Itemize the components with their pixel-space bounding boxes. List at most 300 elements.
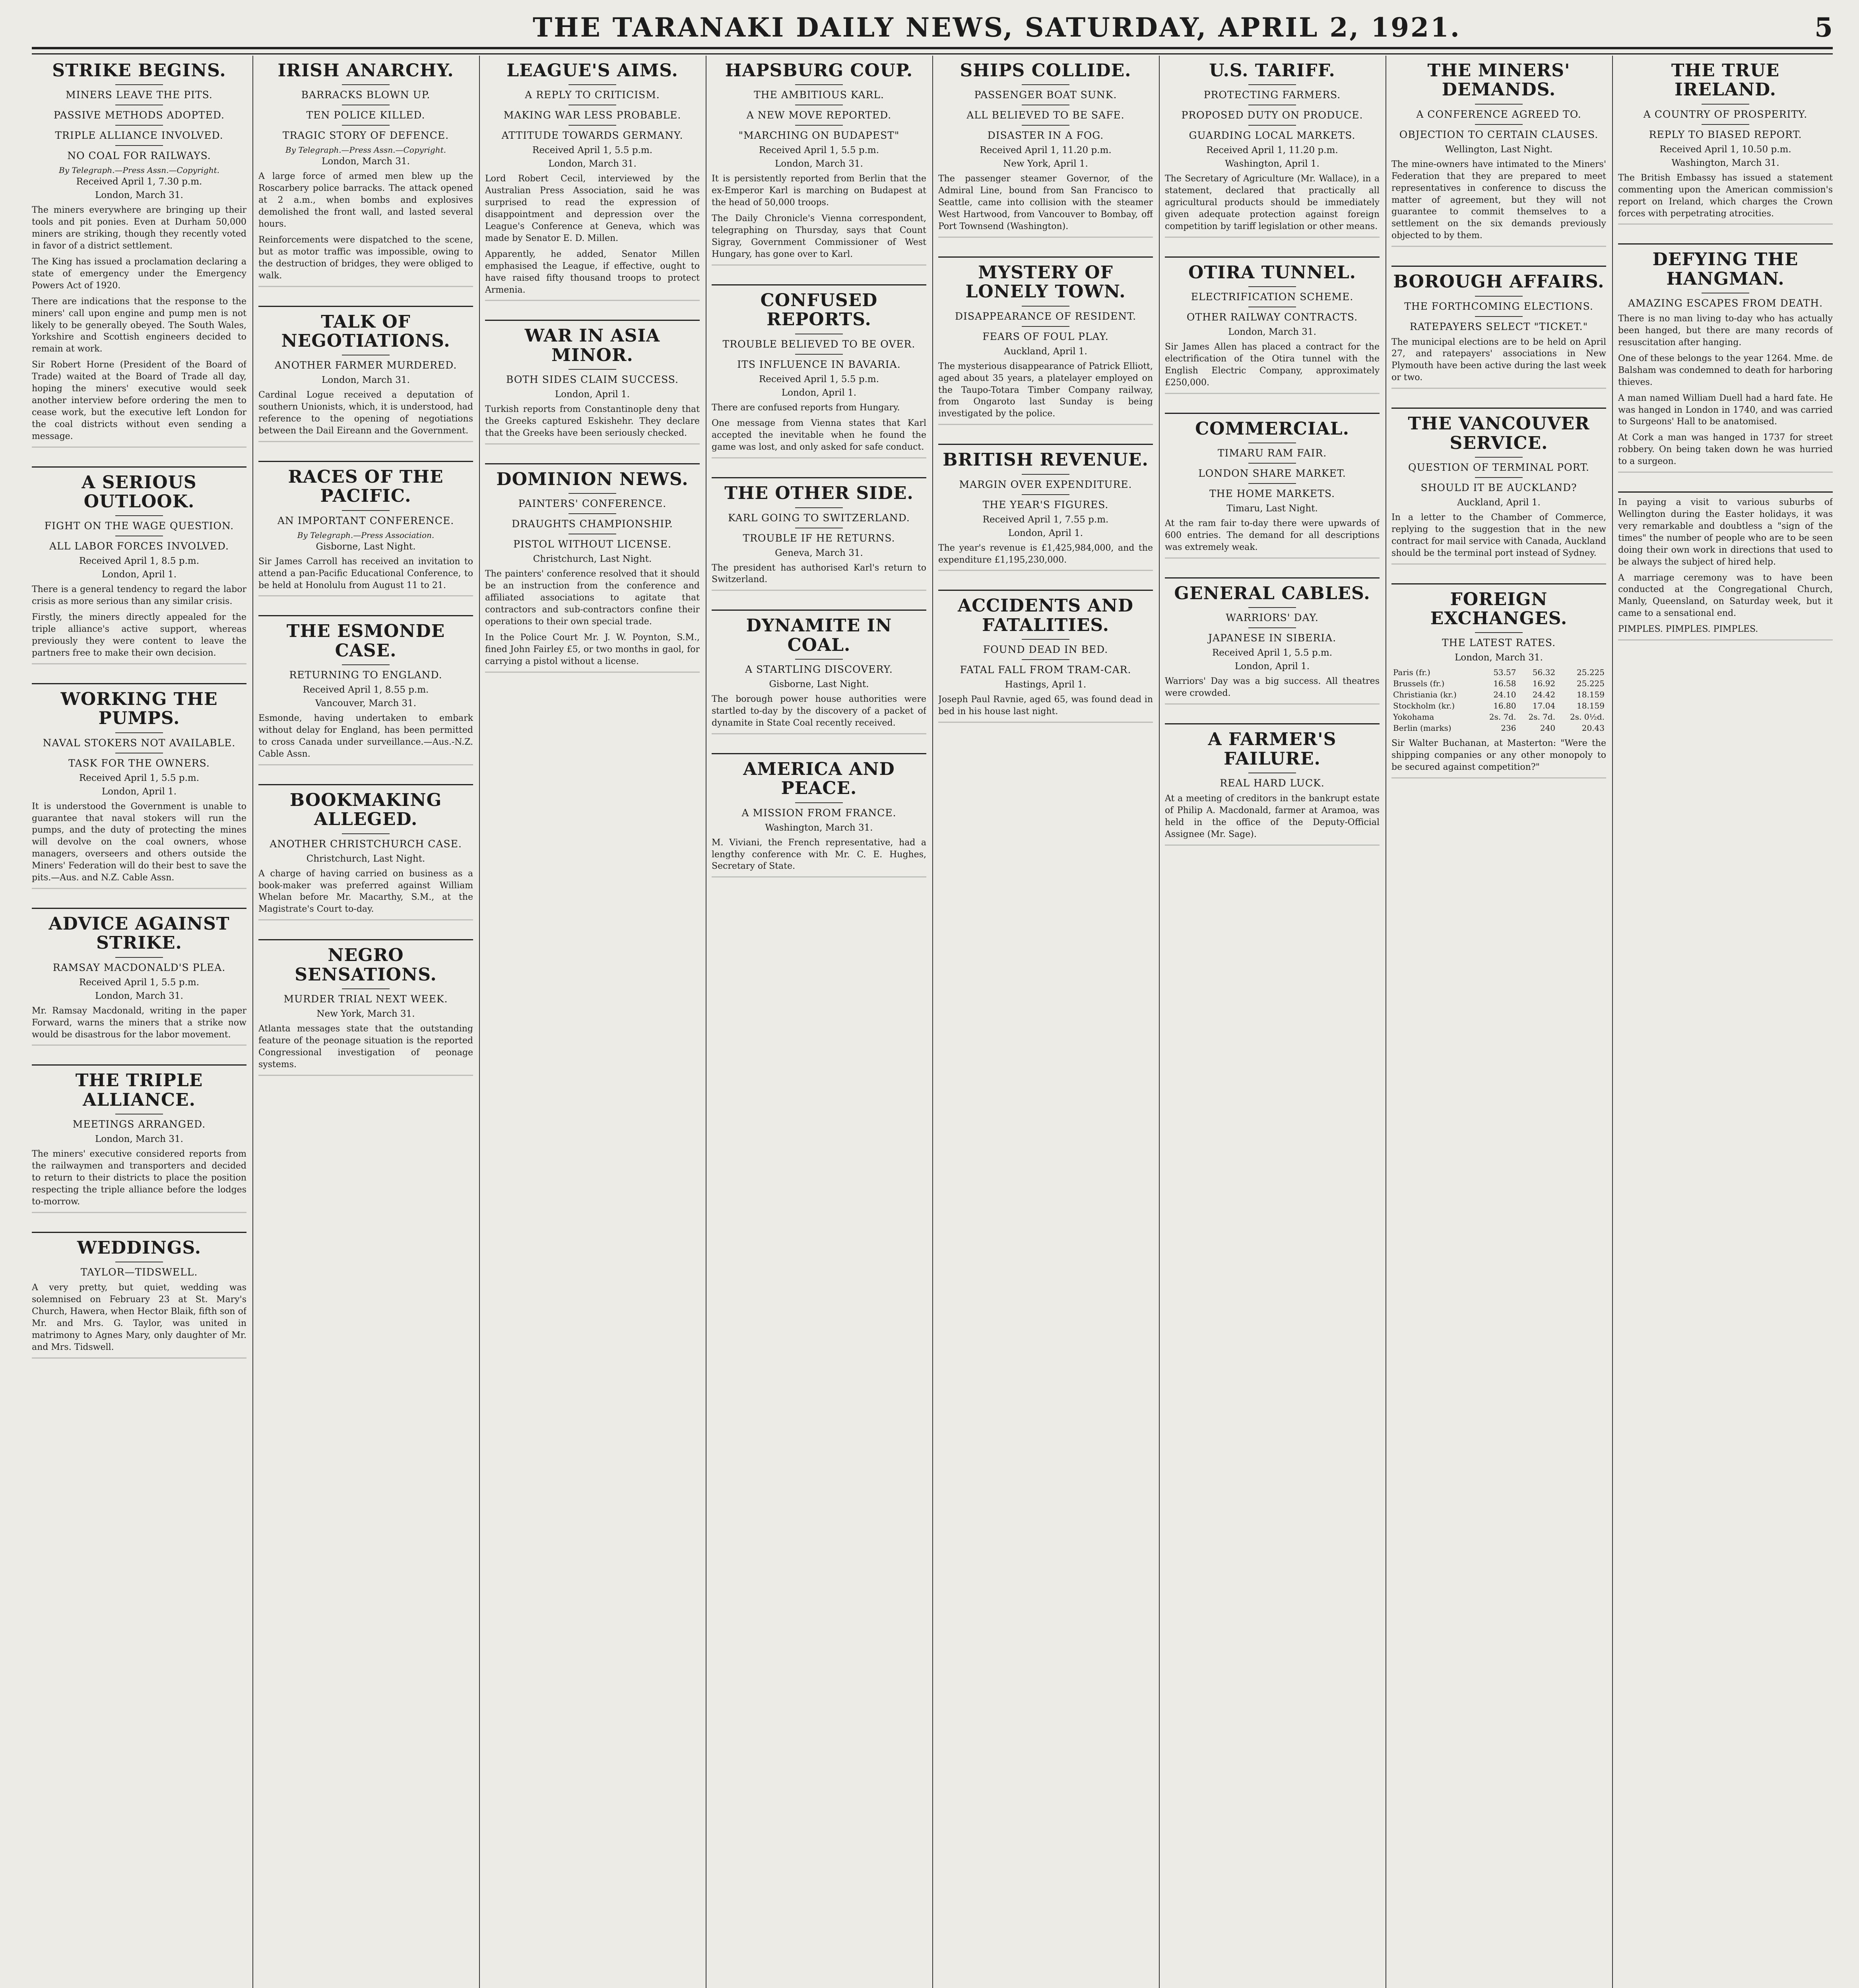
- headline: SHIPS COLLIDE.: [960, 60, 1131, 81]
- headline: LEAGUE'S AIMS.: [506, 60, 678, 81]
- article: [32, 908, 246, 1054]
- dateline: Washington, March 31.: [1671, 157, 1779, 168]
- deck-divider: [569, 493, 616, 494]
- subheadline: A MISSION FROM FRANCE.: [741, 807, 897, 819]
- dateline: Christchurch, Last Night.: [306, 853, 425, 864]
- subheadline: PASSIVE METHODS ADOPTED.: [54, 109, 225, 121]
- article: [1165, 723, 1380, 854]
- article-paragraph: Sir James Allen has placed a contract for the electrification of the Otira tunnel with the English Electric Company, approximately £250,000.: [1165, 342, 1380, 388]
- column-rule: [1612, 56, 1613, 1988]
- deck-divider: [1475, 457, 1523, 458]
- deck-divider: [1702, 124, 1749, 125]
- column: [712, 56, 926, 1988]
- article-divider: [1391, 408, 1606, 409]
- article-divider: [712, 284, 926, 285]
- article-paragraph: It is persistently reported from Berlin that the ex-Emperor Karl is marching on Budapest at the head of 50,000 troops.: [712, 174, 926, 208]
- article-paragraph: The municipal elections are to be held on April 27, and ratepayers' associations in New Plymouth have been active during the last week or two.: [1391, 337, 1606, 383]
- subheadline: A COUNTRY OF PROSPERITY.: [1643, 108, 1808, 120]
- article-paragraph: Sir James Carroll has received an invitation to attend a pan-Pacific Educational Conference, to be held at Honolulu from August 11 to 21.: [258, 556, 473, 590]
- article: [1165, 413, 1380, 567]
- rate-value: 236: [1501, 723, 1516, 733]
- rate-value: 2s. 0½d.: [1570, 712, 1605, 722]
- continued-text: [1391, 563, 1606, 573]
- byline: By Telegraph.—Press Assn.—Copyright.: [59, 165, 219, 175]
- article-paragraph: At a meeting of creditors in the bankrupt estate of Philip A. Macdonald, farmer at Aramoa, was held in the office of the Deputy-Official Assignee (Mr. Sage).: [1165, 794, 1380, 839]
- subheadline: RATEPAYERS SELECT "TICKET.": [1409, 320, 1588, 332]
- dateline: Christchurch, Last Night.: [533, 554, 652, 565]
- article: [712, 284, 926, 467]
- rate-place: Christiania (kr.): [1393, 690, 1457, 700]
- article-paragraph: Lord Robert Cecil, interviewed by the Australian Press Association, said he was surprised to read the expression of disappointment and depression over the League's Conference at Geneva, which was made by Senator E. D. Millen.: [485, 174, 700, 243]
- article-paragraph: PIMPLES. PIMPLES. PIMPLES.: [1618, 624, 1758, 635]
- dateline: Wellington, Last Night.: [1445, 144, 1553, 155]
- headline: OTIRA TUNNEL.: [1188, 262, 1356, 283]
- headline: BOOKMAKING ALLEGED.: [289, 790, 442, 830]
- rate-place: Paris (fr.): [1393, 668, 1430, 678]
- subheadline: MURDER TRIAL NEXT WEEK.: [283, 993, 448, 1005]
- column: [938, 56, 1153, 1988]
- subheadline: ATTITUDE TOWARDS GERMANY.: [501, 130, 683, 142]
- continued-text: [712, 264, 926, 274]
- article-paragraph: Sir Walter Buchanan, at Masterton: "Were the shipping companies or any other monopoly to be secured against competition?": [1391, 738, 1606, 773]
- subheadline: TROUBLE IF HE RETURNS.: [743, 532, 895, 544]
- continued-text: [258, 1075, 473, 1084]
- article: [32, 1232, 246, 1367]
- headline: A SERIOUS OUTLOOK.: [82, 472, 197, 512]
- continued-text: [258, 764, 473, 774]
- column: [1391, 56, 1606, 1988]
- rate-place: Stockholm (kr.): [1393, 701, 1455, 711]
- rate-value: 25.225: [1577, 679, 1605, 689]
- article: [1391, 583, 1606, 787]
- dateline: Auckland, April 1.: [1457, 497, 1541, 508]
- article: [258, 61, 473, 295]
- article: [712, 610, 926, 743]
- article-paragraph: M. Viviani, the French representative, had a lengthy conference with Mr. C. E. Hughes, Secretary of State.: [712, 837, 926, 872]
- subheadline: ALL LABOR FORCES INVOLVED.: [49, 540, 229, 552]
- article-divider: [258, 306, 473, 307]
- dateline: New York, March 31.: [316, 1009, 415, 1019]
- article-paragraph: The British Embassy has issued a statement commenting upon the American commission's report on Ireland, which charges the Crown forces with perpetrating atrocities.: [1618, 173, 1833, 219]
- subheadline: THE HOME MARKETS.: [1209, 488, 1335, 500]
- headline: STRIKE BEGINS.: [52, 60, 226, 81]
- subheadline: TRIPLE ALLIANCE INVOLVED.: [55, 130, 223, 142]
- rate-place: Yokohama: [1393, 712, 1434, 722]
- subheadline: FATAL FALL FROM TRAM-CAR.: [960, 664, 1131, 676]
- article-divider: [32, 1232, 246, 1233]
- dateline: Gisborne, Last Night.: [316, 541, 416, 552]
- article-paragraph: Warriors' Day was a big success. All theatres were crowded.: [1165, 676, 1380, 699]
- article: [258, 306, 473, 450]
- article-divider: [1165, 723, 1380, 724]
- rate-place: Brussels (fr.): [1393, 679, 1445, 689]
- column-rule: [252, 56, 253, 1988]
- deck-divider: [1248, 483, 1296, 484]
- deck-divider: [569, 84, 616, 85]
- article: [938, 590, 1153, 731]
- article-paragraph: The miners everywhere are bringing up their tools and pit ponies. Even at Durham 50,000 miners are striking, though they recently voted in favor of a district settlement.: [32, 205, 246, 251]
- article-divider: [1165, 256, 1380, 258]
- deck-divider: [342, 988, 390, 989]
- deck-divider: [1022, 494, 1069, 495]
- column: [32, 56, 246, 1988]
- deck-divider: [115, 515, 163, 516]
- article-paragraph: The miners' executive considered reports from the railwaymen and transporters and decided to return to their districts to place the position respecting the triple alliance before the lodges to-morrow.: [32, 1149, 246, 1207]
- article: [712, 61, 926, 274]
- article: [32, 466, 246, 673]
- subheadline: ITS INFLUENCE IN BAVARIA.: [737, 358, 901, 370]
- rate-value: 16.58: [1493, 679, 1516, 689]
- rate-value: 240: [1540, 723, 1556, 733]
- continued-text: [938, 424, 1153, 433]
- article-divider: [258, 784, 473, 785]
- subheadline: ANOTHER CHRISTCHURCH CASE.: [270, 838, 462, 850]
- article: [938, 256, 1153, 433]
- subheadline: A CONFERENCE AGREED TO.: [1416, 108, 1582, 120]
- subheadline: BARRACKS BLOWN UP.: [301, 89, 431, 101]
- deck-divider: [1248, 607, 1296, 608]
- dateline: Washington, April 1.: [1225, 159, 1320, 169]
- continued-text: [485, 443, 700, 453]
- dateline: Auckland, April 1.: [1004, 346, 1087, 357]
- article: [938, 61, 1153, 246]
- received-time: Received April 1, 5.5 p.m.: [79, 977, 200, 988]
- article-paragraph: Joseph Paul Ravnie, aged 65, was found dead in bed in his house last night.: [938, 695, 1153, 717]
- article-paragraph: A man named William Duell had a hard fate. He was hanged in London in 1740, and was carried to Surgeons' Hall to be anatomised.: [1618, 393, 1833, 427]
- subheadline: PAINTERS' CONFERENCE.: [518, 498, 667, 510]
- dateline: London, March 31.: [548, 159, 636, 169]
- deck-divider: [795, 659, 843, 660]
- subheadline: THE FORTHCOMING ELECTIONS.: [1404, 300, 1593, 312]
- article-paragraph: In paying a visit to various suburbs of Wellington during the Easter holidays, it was very remarkable and doubtless a "sign of the times" the number of people who are to be seen doing their own work in directions that used to be always the subject of hired help.: [1618, 497, 1833, 567]
- article-paragraph: The Secretary of Agriculture (Mr. Wallace), in a statement, declared that practically all agricultural products should be immediately given adequate protection against foreign competition by tariff legislation or other means.: [1165, 174, 1380, 232]
- headline: RACES OF THE PACIFIC.: [288, 466, 444, 507]
- subheadline: RAMSAY MACDONALD'S PLEA.: [52, 961, 226, 973]
- deck-divider: [1475, 104, 1523, 105]
- article-divider: [485, 463, 700, 464]
- deck-divider: [342, 510, 390, 511]
- column-rule: [932, 56, 933, 1988]
- dateline: London, April 1.: [1234, 661, 1310, 672]
- article: [485, 61, 700, 309]
- article-divider: [1618, 491, 1833, 493]
- page-number: 5: [1814, 12, 1833, 43]
- article-paragraph: There is a general tendency to regard the labor crisis as more serious than any similar crisis.: [32, 584, 246, 607]
- article-paragraph: Esmonde, having undertaken to embark without delay for England, has been permitted to cross Canada under surveillance.—Aus.-N.Z. Cable Assn.: [258, 713, 473, 759]
- article-paragraph: The president has authorised Karl's return to Switzerland.: [712, 563, 926, 585]
- table-row: [1391, 667, 1606, 678]
- headline: GENERAL CABLES.: [1174, 583, 1370, 604]
- newspaper-columns: [32, 56, 1833, 1988]
- table-row: [1391, 689, 1606, 700]
- subheadline: REPLY TO BIASED REPORT.: [1649, 128, 1802, 140]
- received-time: Received April 1, 7.30 p.m.: [76, 177, 202, 187]
- subheadline: REAL HARD LUCK.: [1220, 777, 1325, 789]
- rate-value: 20.43: [1582, 723, 1605, 733]
- dateline: London, March 31.: [322, 156, 410, 167]
- continued-text: [938, 570, 1153, 579]
- continued-text: [32, 1212, 246, 1221]
- subheadline: THE AMBITIOUS KARL.: [754, 89, 884, 101]
- deck-divider: [795, 84, 843, 85]
- headline: IRISH ANARCHY.: [277, 60, 454, 81]
- article: [712, 477, 926, 599]
- continued-text: [32, 1044, 246, 1054]
- article-paragraph: It is understood the Government is unable to guarantee that naval stokers will run the pumps, and the duty of protecting the mines will devolve on the coal owners, whose managers, overseers and others outside the Miners' Federation will do their best to save the pits.—Aus. and N.Z. Cable Assn.: [32, 801, 246, 883]
- rate-value: 24.10: [1493, 690, 1516, 700]
- rate-value: 25.225: [1577, 668, 1605, 678]
- exchange-rates-table: [1391, 667, 1606, 734]
- deck-divider: [1022, 639, 1069, 640]
- article: [258, 615, 473, 773]
- received-time: Received April 1, 8.55 p.m.: [303, 685, 429, 695]
- article-divider: [1165, 577, 1380, 579]
- article-paragraph: The borough power house authorities were startled to-day by the discovery of a packet of dynamite in State Coal recently received.: [712, 694, 926, 728]
- continued-text: [258, 286, 473, 295]
- continued-text: [258, 919, 473, 929]
- article-paragraph: The King has issued a proclamation declaring a state of emergency under the Emergency Powers Act of 1920.: [32, 257, 246, 291]
- article: [1618, 491, 1833, 649]
- received-time: Received April 1, 5.5 p.m.: [1212, 648, 1333, 658]
- deck-divider: [1022, 125, 1069, 126]
- continued-text: [258, 441, 473, 450]
- rate-place: Berlin (marks): [1393, 723, 1451, 733]
- article-divider: [712, 610, 926, 611]
- article-divider: [1391, 266, 1606, 267]
- headline: U.S. TARIFF.: [1209, 60, 1335, 81]
- continued-text: [1618, 472, 1833, 481]
- article-paragraph: There are confused reports from Hungary.: [712, 402, 900, 413]
- dateline: London, March 31.: [95, 1134, 183, 1145]
- dateline: New York, April 1.: [1003, 159, 1088, 169]
- deck-divider: [115, 125, 163, 126]
- article: [258, 939, 473, 1084]
- dateline: Hastings, April 1.: [1005, 679, 1087, 690]
- article-divider: [938, 256, 1153, 258]
- dateline: London, April 1.: [555, 389, 630, 400]
- headline: WAR IN ASIA MINOR.: [524, 326, 660, 365]
- article: [1165, 61, 1380, 246]
- subheadline: PISTOL WITHOUT LICENSE.: [513, 538, 671, 550]
- deck-divider: [569, 513, 616, 514]
- column: [258, 56, 473, 1988]
- deck-divider: [342, 125, 390, 126]
- article: [1618, 243, 1833, 481]
- deck-divider: [342, 84, 390, 85]
- deck-divider: [1702, 104, 1749, 105]
- subheadline: A NEW MOVE REPORTED.: [746, 109, 892, 121]
- article: [32, 61, 246, 456]
- continued-text: [938, 722, 1153, 731]
- continued-text: [1391, 388, 1606, 397]
- deck-divider: [1022, 306, 1069, 307]
- headline: HAPSBURG COUP.: [725, 60, 913, 81]
- subheadline: AN IMPORTANT CONFERENCE.: [277, 514, 454, 526]
- article: [1165, 577, 1380, 713]
- subheadline: TAYLOR—TIDSWELL.: [80, 1266, 198, 1278]
- dateline: London, April 1.: [1008, 528, 1083, 538]
- deck-divider: [1475, 477, 1523, 478]
- article-paragraph: Turkish reports from Constantinople deny that the Greeks captured Eskishehr. They declare that the Greeks have been seriously checked.: [485, 404, 700, 439]
- subheadline: OBJECTION TO CERTAIN CLAUSES.: [1399, 128, 1599, 140]
- deck-divider: [1022, 326, 1069, 327]
- subheadline: ANOTHER FARMER MURDERED.: [274, 359, 457, 371]
- deck-divider: [795, 125, 843, 126]
- rate-value: 17.04: [1532, 701, 1556, 711]
- table-row: [1391, 700, 1606, 711]
- article-divider: [1618, 243, 1833, 245]
- table-row: [1391, 678, 1606, 689]
- continued-text: [32, 1357, 246, 1367]
- subheadline: TIMARU RAM FAIR.: [1217, 447, 1327, 459]
- dateline: Timaru, Last Night.: [1226, 503, 1318, 514]
- subheadline: NO COAL FOR RAILWAYS.: [67, 150, 211, 162]
- article-paragraph: Sir Robert Horne (President of the Board of Trade) waited at the Board of Trade all day, hoping the miners' executive would seek another interview before ordering the men to cease work, but the executive left London for the coal districts without even sending a message.: [32, 360, 246, 441]
- subheadline: OTHER RAILWAY CONTRACTS.: [1186, 311, 1358, 323]
- subheadline: DISASTER IN A FOG.: [987, 130, 1104, 142]
- subheadline: PROTECTING FARMERS.: [1203, 89, 1341, 101]
- deck-divider: [1475, 316, 1523, 317]
- subheadline: AMAZING ESCAPES FROM DEATH.: [1628, 297, 1823, 309]
- headline: TALK OF NEGOTIATIONS.: [281, 311, 450, 351]
- deck-divider: [115, 732, 163, 733]
- headline: DEFYING THE HANGMAN.: [1652, 249, 1799, 289]
- rate-value: 2s. 7d.: [1489, 712, 1516, 722]
- article-divider: [938, 590, 1153, 591]
- subheadline: MINERS LEAVE THE PITS.: [66, 89, 213, 101]
- continued-text: [258, 595, 473, 605]
- dateline: Washington, March 31.: [765, 822, 873, 833]
- article: [485, 463, 700, 681]
- article-paragraph: There are indications that the response to the miners' call upon engine and pump men is not likely to be generally obeyed. The South Wales, Yorkshire and Scottish engineers decided to remain at work.: [32, 296, 246, 354]
- continued-text: [1618, 223, 1833, 233]
- subheadline: PROPOSED DUTY ON PRODUCE.: [1181, 109, 1363, 121]
- article-paragraph: In a letter to the Chamber of Commerce, replying to the suggestion that in the new contract for mail service with Canada, Auckland should be the terminal port instead of Sydney.: [1391, 512, 1606, 558]
- dateline: London, March 31.: [95, 990, 183, 1001]
- article-paragraph: Reinforcements were dispatched to the scene, but as motor traffic was impossible, owing to the destruction of bridges, they were obliged to walk.: [258, 235, 473, 281]
- headline: WEDDINGS.: [77, 1237, 202, 1258]
- deck-divider: [342, 664, 390, 665]
- headline: NEGRO SENSATIONS.: [295, 945, 437, 985]
- masthead: [32, 12, 1833, 43]
- subheadline: THE LATEST RATES.: [1442, 637, 1556, 649]
- deck-divider: [1022, 84, 1069, 85]
- continued-text: [712, 457, 926, 467]
- received-time: Received April 1, 5.5 p.m.: [759, 145, 879, 156]
- subheadline: WARRIORS' DAY.: [1226, 612, 1319, 624]
- article-paragraph: A marriage ceremony was to have been conducted at the Congregational Church, Manly, Queensland, on Saturday week, but it came to a sensational end.: [1618, 573, 1833, 619]
- dateline: London, March 31.: [95, 190, 183, 201]
- deck-divider: [1248, 125, 1296, 126]
- article: [258, 784, 473, 929]
- headline: THE TRIPLE ALLIANCE.: [75, 1070, 203, 1110]
- received-time: Received April 1, 8.5 p.m.: [79, 556, 200, 567]
- article-paragraph: One of these belongs to the year 1264. Mme. de Balsham was condemned to death for harboring thieves.: [1618, 353, 1833, 387]
- article-divider: [712, 753, 926, 754]
- subheadline: RETURNING TO ENGLAND.: [289, 669, 442, 681]
- deck-divider: [342, 833, 390, 834]
- deck-divider: [795, 507, 843, 508]
- article-paragraph: The Daily Chronicle's Vienna correspondent, telegraphing on Thursday, says that Count Sigray, Government Commissioner of West Hungary, has gone over to Karl.: [712, 214, 926, 259]
- deck-divider: [795, 354, 843, 355]
- continued-text: [1165, 845, 1380, 854]
- subheadline: PASSENGER BOAT SUNK.: [974, 89, 1117, 101]
- article: [32, 1064, 246, 1221]
- headline: THE VANCOUVER SERVICE.: [1408, 414, 1590, 453]
- dateline: London, March 31.: [1228, 327, 1316, 338]
- newspaper-title: THE TARANAKI DAILY NEWS, SATURDAY, APRIL 2, 1921.: [533, 12, 1461, 43]
- article-divider: [258, 939, 473, 940]
- rate-value: 56.32: [1532, 668, 1556, 678]
- deck-divider: [1475, 124, 1523, 125]
- headline: MYSTERY OF LONELY TOWN.: [965, 262, 1126, 302]
- subheadline: LONDON SHARE MARKET.: [1198, 468, 1346, 480]
- deck-divider: [115, 84, 163, 85]
- received-time: Received April 1, 11.20 p.m.: [980, 145, 1112, 156]
- deck-divider: [569, 369, 616, 370]
- continued-text: [1165, 393, 1380, 402]
- article: [258, 461, 473, 605]
- article-divider: [712, 477, 926, 478]
- headline: DYNAMITE IN COAL.: [746, 615, 892, 655]
- deck-divider: [569, 125, 616, 126]
- headline: BRITISH REVENUE.: [943, 450, 1149, 470]
- deck-divider: [1248, 286, 1296, 287]
- deck-divider: [115, 145, 163, 146]
- table-row: [1391, 722, 1606, 734]
- article-divider: [32, 466, 246, 468]
- headline: DOMINION NEWS.: [496, 469, 689, 489]
- rate-value: 16.92: [1532, 679, 1556, 689]
- article-paragraph: The year's revenue is £1,425,984,000, and the expenditure £1,195,230,000.: [938, 543, 1153, 565]
- subheadline: ALL BELIEVED TO BE SAFE.: [966, 109, 1125, 121]
- article: [32, 683, 246, 897]
- rate-value: 18.159: [1577, 701, 1605, 711]
- received-time: Received April 1, 5.5 p.m.: [532, 145, 653, 156]
- headline: THE ESMONDE CASE.: [286, 621, 445, 661]
- headline: ADVICE AGAINST STRIKE.: [49, 913, 230, 953]
- masthead-rule: [32, 47, 1833, 54]
- headline: ACCIDENTS AND FATALITIES.: [957, 596, 1134, 635]
- subheadline: A STARTLING DISCOVERY.: [745, 664, 893, 676]
- article-paragraph: At the ram fair to-day there were upwards of 600 entries. The demand for all descriptions was extremely weak.: [1165, 518, 1380, 553]
- article-paragraph: Firstly, the miners directly appealed for the triple alliance's active support, whereas previously they were content to leave the partners free to make their own decision.: [32, 612, 246, 658]
- article: [1618, 61, 1833, 233]
- deck-divider: [1248, 627, 1296, 628]
- deck-divider: [1248, 463, 1296, 464]
- continued-text: [32, 447, 246, 456]
- article-divider: [258, 461, 473, 462]
- subheadline: FIGHT ON THE WAGE QUESTION.: [44, 520, 234, 532]
- dateline: London, March 31.: [322, 375, 410, 386]
- deck-divider: [1022, 659, 1069, 660]
- continued-text: [32, 663, 246, 673]
- deck-divider: [1022, 474, 1069, 475]
- column-rule: [479, 56, 480, 1988]
- dateline: London, April 1.: [101, 569, 177, 580]
- headline: A FARMER'S FAILURE.: [1208, 729, 1337, 769]
- continued-text: [938, 237, 1153, 246]
- rate-value: 18.159: [1577, 690, 1605, 700]
- article-paragraph: In the Police Court Mr. J. W. Poynton, S.M., fined John Fairley £5, or two months in gaol, for carrying a pistol without a license.: [485, 632, 700, 666]
- deck-divider: [1248, 84, 1296, 85]
- subheadline: MARGIN OVER EXPENDITURE.: [959, 478, 1132, 490]
- subheadline: QUESTION OF TERMINAL PORT.: [1408, 461, 1589, 473]
- article-divider: [1391, 583, 1606, 584]
- subheadline: MEETINGS ARRANGED.: [72, 1118, 206, 1130]
- headline: WORKING THE PUMPS.: [60, 689, 218, 729]
- continued-text: [485, 672, 700, 681]
